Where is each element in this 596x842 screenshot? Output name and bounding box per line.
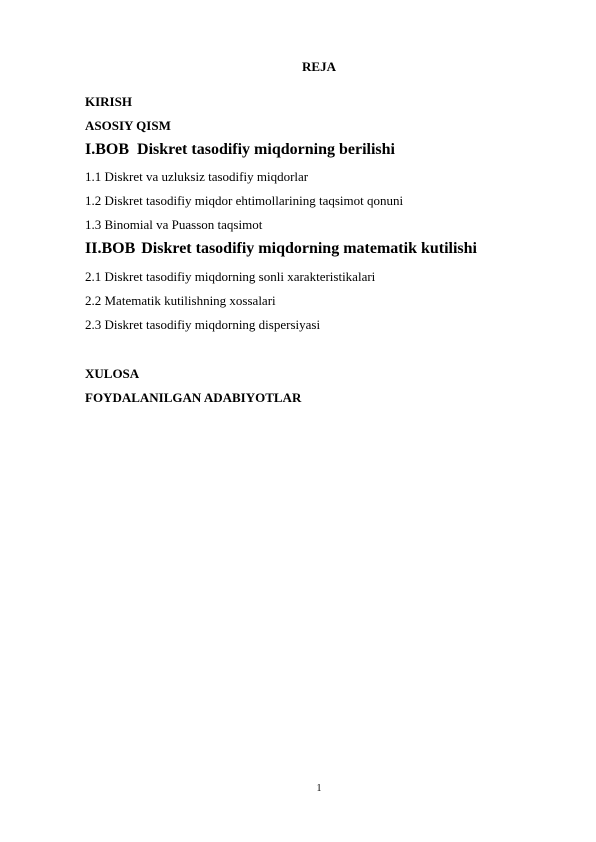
intro-heading: KIRISH <box>85 94 132 109</box>
toc-item-2-1: 2.1 Diskret tasodifiy miqdorning sonli xarakteristikalari <box>85 269 376 284</box>
chapter2-title: Diskret tasodifiy miqdorning matematik kutilishi <box>141 240 477 257</box>
main-part-heading: ASOSIY QISM <box>85 118 171 133</box>
references-heading: FOYDALANILGAN ADABIYOTLAR <box>85 390 302 405</box>
conclusion-heading: XULOSA <box>85 366 140 381</box>
chapter2-label: II.BOB <box>85 240 136 257</box>
page-number: 1 <box>316 783 322 794</box>
toc-item-1-3: 1.3 Binomial va Puasson taqsimot <box>85 217 263 232</box>
chapter1-heading <box>85 141 395 159</box>
toc-item-2-3: 2.3 Diskret tasodifiy miqdorning dispersiyasi <box>85 317 321 332</box>
toc-item-1-2: 1.2 Diskret tasodifiy miqdor ehtimollarining taqsimot qonuni <box>85 193 404 208</box>
chapter2-heading <box>85 240 477 258</box>
chapter1-label: I.BOB <box>85 141 130 158</box>
page-title: REJA <box>302 59 336 74</box>
chapter1-title: Diskret tasodifiy miqdorning berilishi <box>137 141 395 158</box>
toc-item-2-2: 2.2 Matematik kutilishning xossalari <box>85 293 276 308</box>
toc-item-1-1: 1.1 Diskret va uzluksiz tasodifiy miqdorlar <box>85 169 309 184</box>
